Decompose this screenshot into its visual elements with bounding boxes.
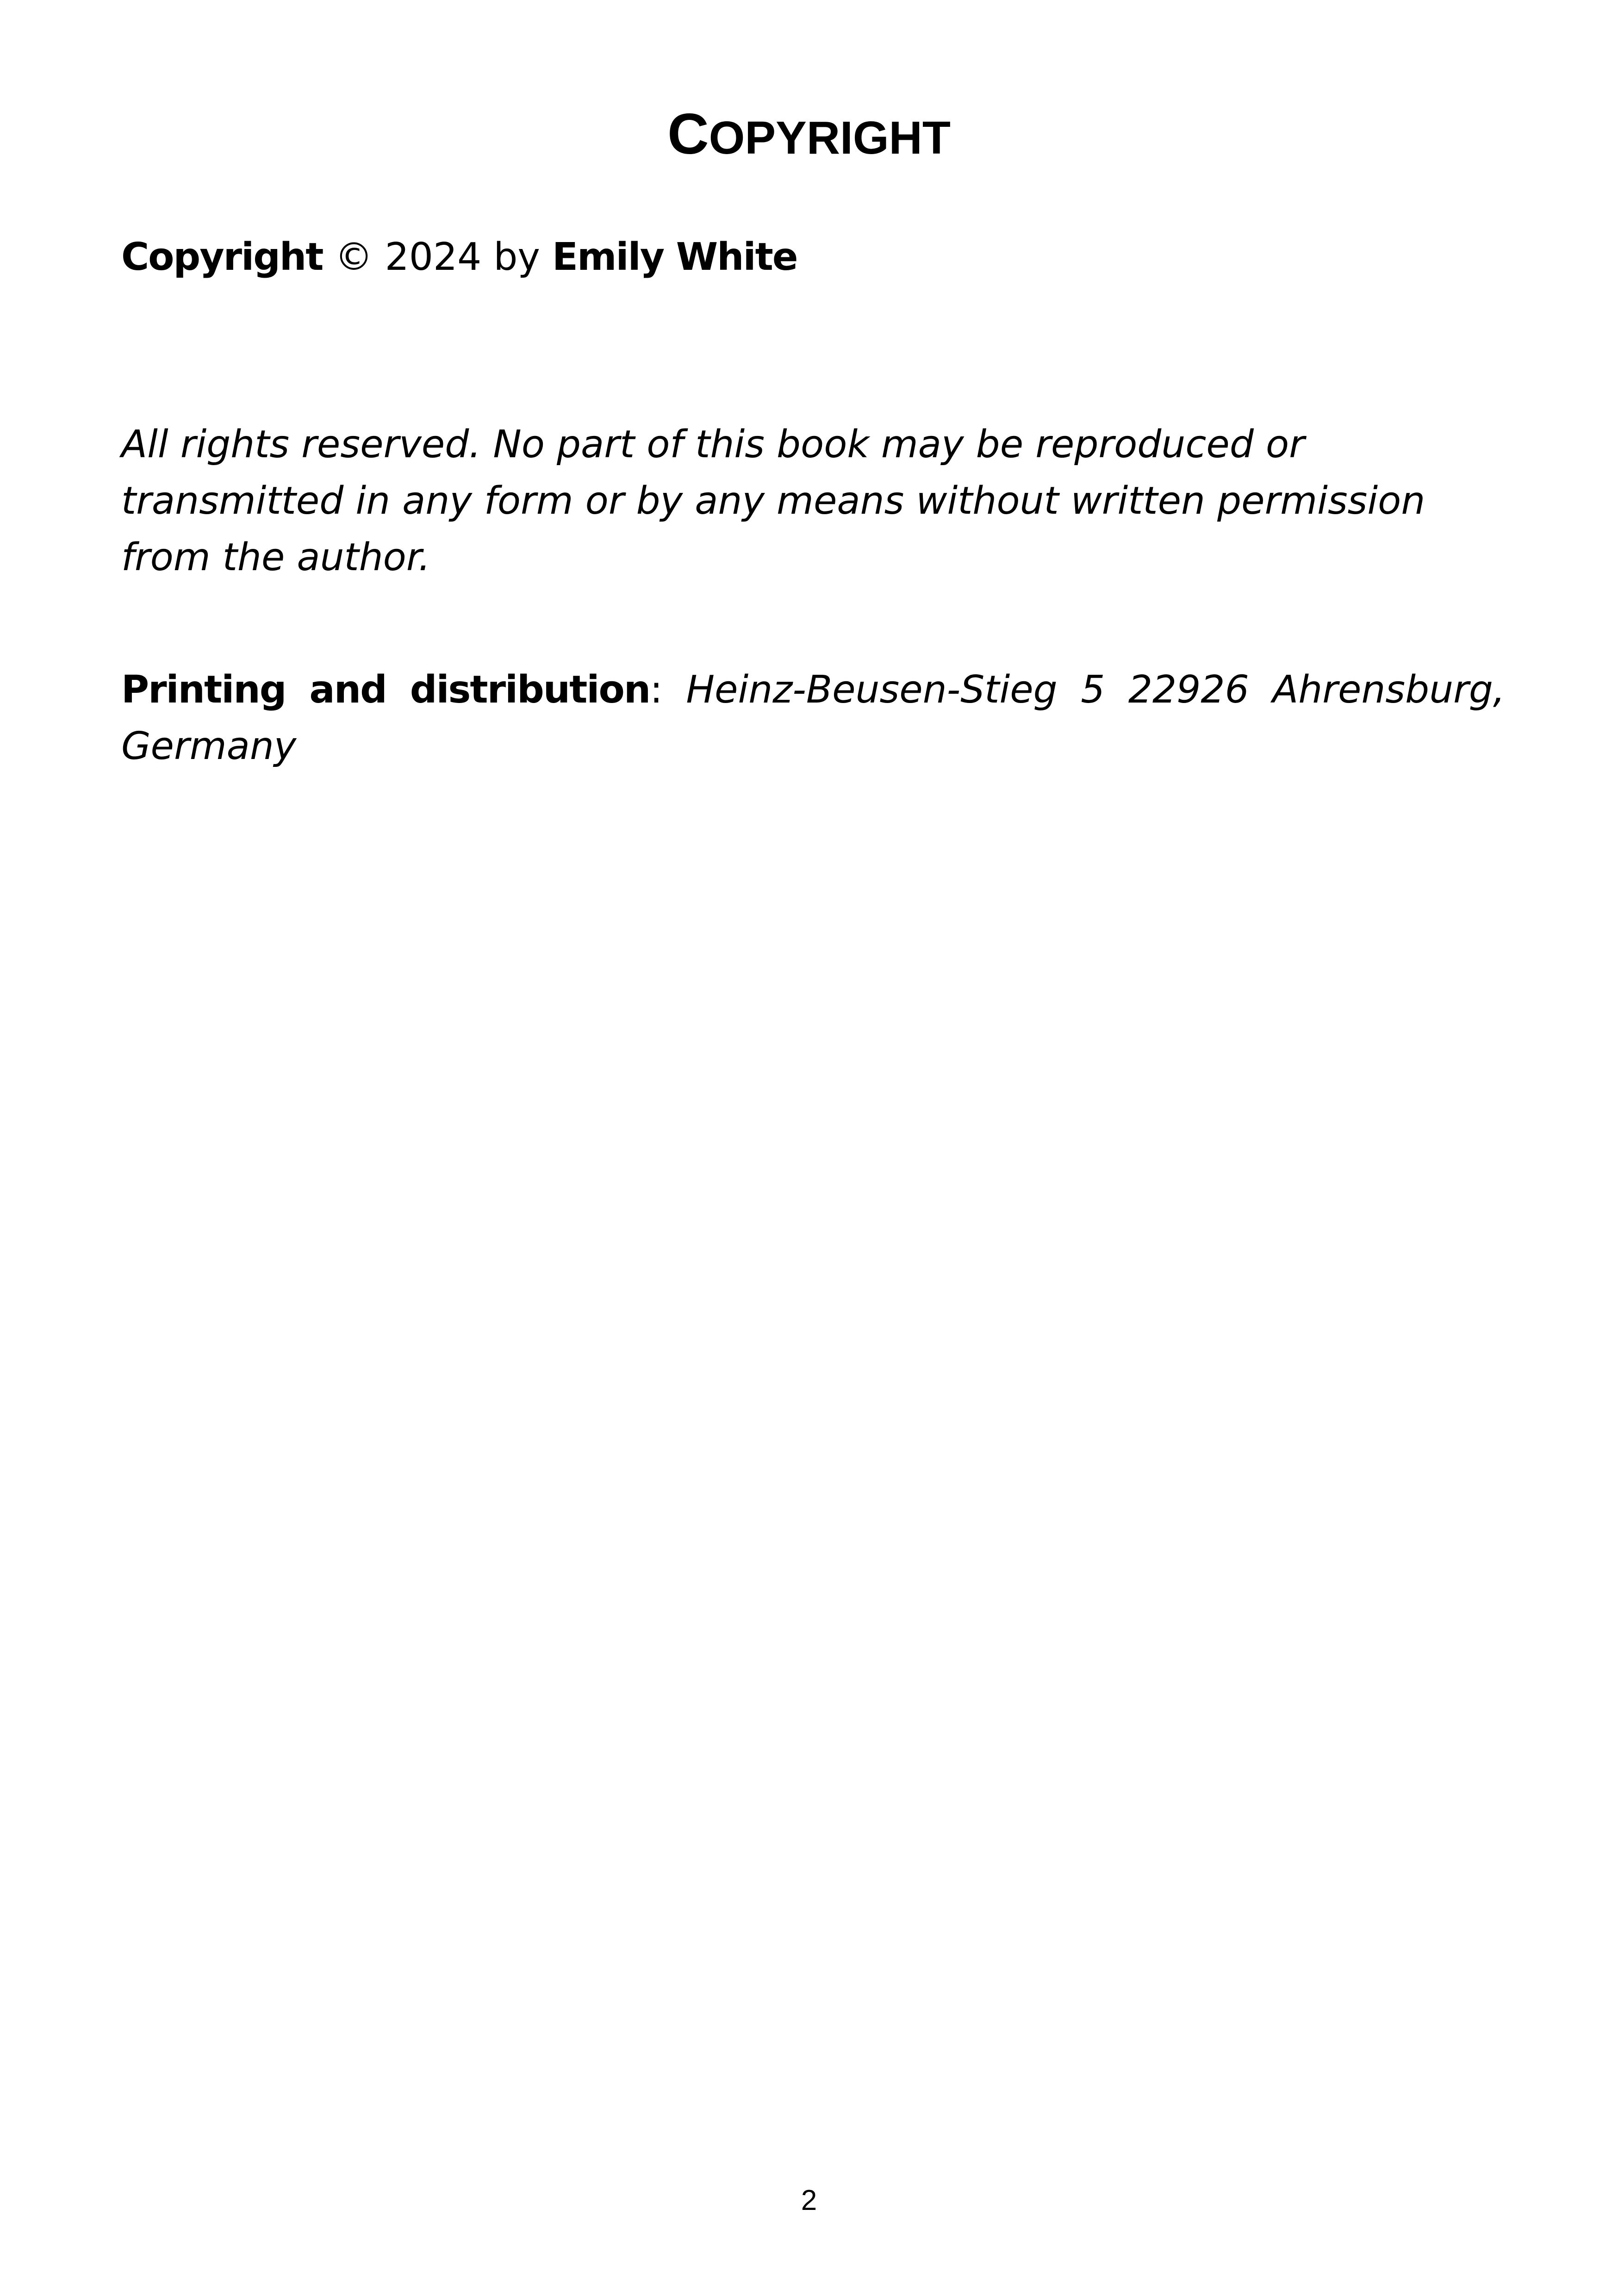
printing-address: Heinz-Beusen-Stieg 5 22926 Ahrensburg, Germany <box>121 668 1505 768</box>
page-title <box>0 100 1618 173</box>
title-rest: OPYRIGHT <box>709 112 951 164</box>
rights-reserved-notice: All rights reserved. No part of this book may be reproduced or transmitted in any form or by any means without written permission from the author. <box>121 423 1425 579</box>
printing-distribution <box>121 662 1505 775</box>
printing-label: Printing and distribution <box>121 668 650 712</box>
copyright-year-text: © 2024 by <box>323 235 553 279</box>
page-number: 2 <box>801 2184 817 2216</box>
author-name: Emily White <box>552 235 797 279</box>
copyright-statement <box>121 229 1505 286</box>
printing-separator: : <box>650 668 663 712</box>
copyright-label: Copyright <box>121 235 323 279</box>
title-initial: C <box>667 102 709 166</box>
